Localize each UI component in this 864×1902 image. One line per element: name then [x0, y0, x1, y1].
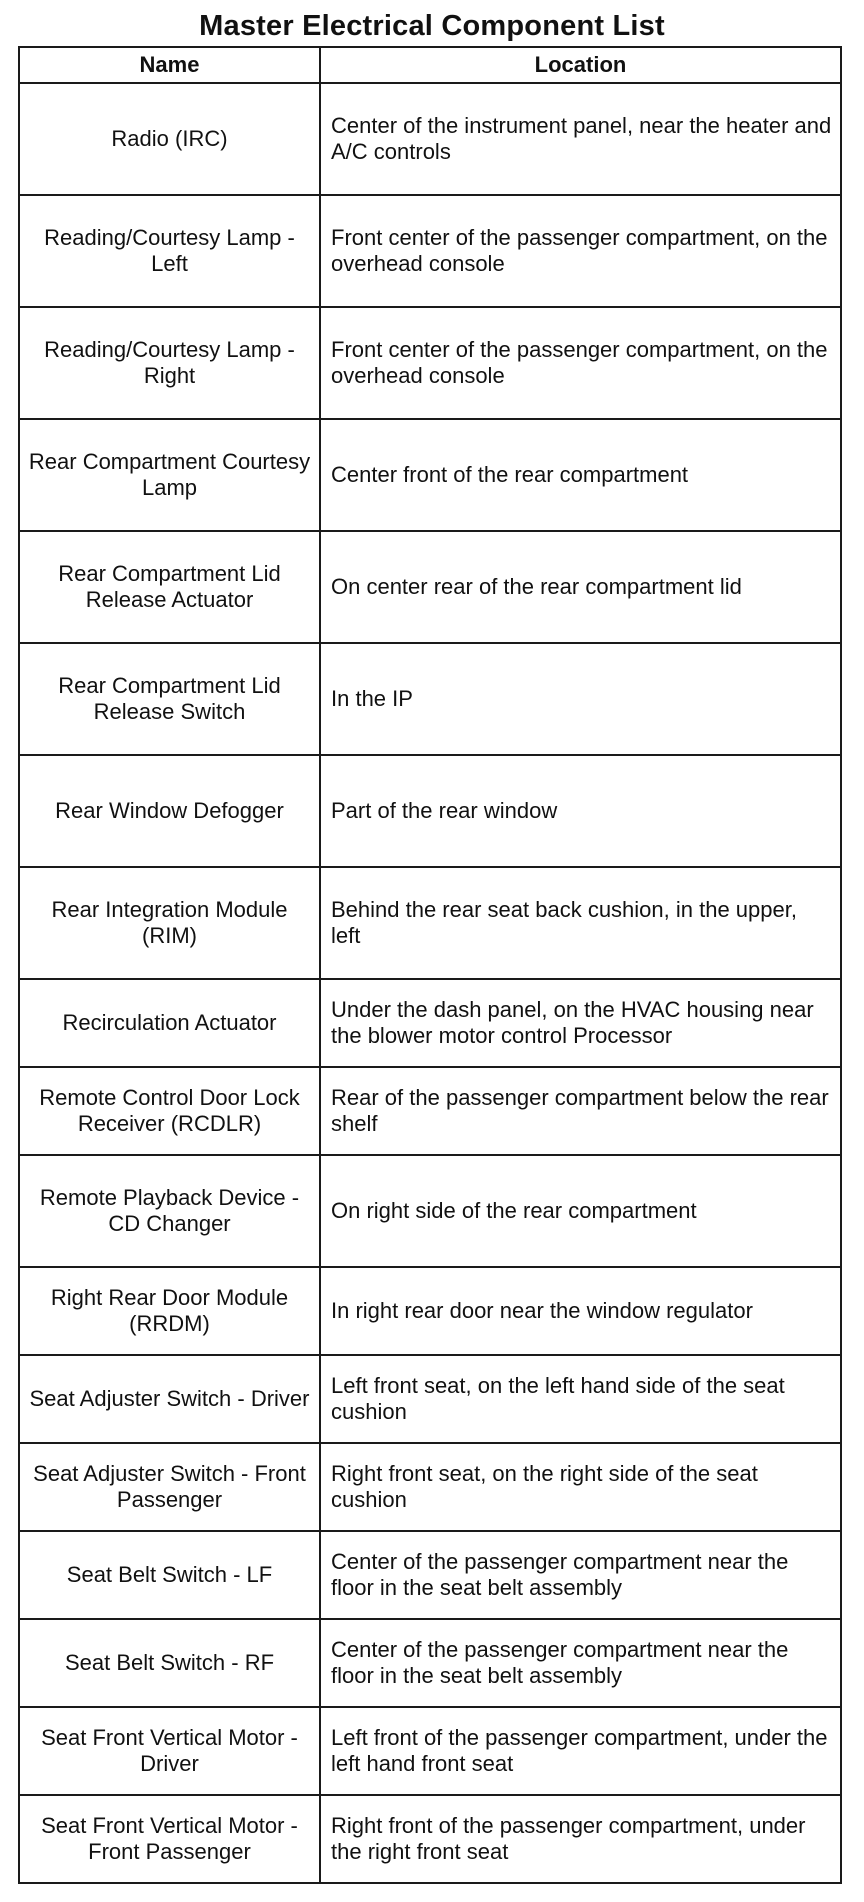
component-name-cell: Seat Belt Switch - LF	[19, 1531, 320, 1619]
table-row	[19, 1795, 841, 1883]
component-location-cell: Left front of the passenger compartment, under the left hand front seat	[320, 1707, 841, 1795]
table-row	[19, 531, 841, 643]
table-body	[19, 83, 841, 1883]
table-row	[19, 419, 841, 531]
table-row	[19, 643, 841, 755]
table-row	[19, 83, 841, 195]
column-header-name: Name	[19, 47, 320, 83]
component-name-cell: Right Rear Door Module (RRDM)	[19, 1267, 320, 1355]
table-row	[19, 1443, 841, 1531]
table-row	[19, 867, 841, 979]
component-location-cell: Center of the passenger compartment near the floor in the seat belt assembly	[320, 1531, 841, 1619]
table-row	[19, 979, 841, 1067]
component-location-cell: In the IP	[320, 643, 841, 755]
component-location-cell: Part of the rear window	[320, 755, 841, 867]
component-name-cell: Remote Control Door Lock Receiver (RCDLR)	[19, 1067, 320, 1155]
component-name-cell: Rear Compartment Courtesy Lamp	[19, 419, 320, 531]
component-name-cell: Seat Adjuster Switch - Driver	[19, 1355, 320, 1443]
component-name-cell: Recirculation Actuator	[19, 979, 320, 1067]
component-location-cell: Center of the instrument panel, near the heater and A/C controls	[320, 83, 841, 195]
table-header-row	[19, 47, 841, 83]
table-row	[19, 1155, 841, 1267]
component-location-cell: Center of the passenger compartment near the floor in the seat belt assembly	[320, 1619, 841, 1707]
component-location-cell: Behind the rear seat back cushion, in the upper, left	[320, 867, 841, 979]
component-name-cell: Rear Window Defogger	[19, 755, 320, 867]
table-row	[19, 1355, 841, 1443]
component-name-cell: Seat Adjuster Switch - Front Passenger	[19, 1443, 320, 1531]
column-header-location: Location	[320, 47, 841, 83]
component-location-cell: Front center of the passenger compartment, on the overhead console	[320, 307, 841, 419]
component-name-cell: Seat Belt Switch - RF	[19, 1619, 320, 1707]
component-table	[18, 46, 842, 1884]
component-location-cell: In right rear door near the window regulator	[320, 1267, 841, 1355]
component-name-cell: Rear Integration Module (RIM)	[19, 867, 320, 979]
table-row	[19, 195, 841, 307]
component-location-cell: Front center of the passenger compartment, on the overhead console	[320, 195, 841, 307]
table-row	[19, 307, 841, 419]
component-name-cell: Rear Compartment Lid Release Actuator	[19, 531, 320, 643]
component-location-cell: Right front seat, on the right side of the seat cushion	[320, 1443, 841, 1531]
table-row	[19, 1619, 841, 1707]
component-location-cell: On center rear of the rear compartment lid	[320, 531, 841, 643]
component-location-cell: Under the dash panel, on the HVAC housing near the blower motor control Processor	[320, 979, 841, 1067]
component-location-cell: Left front seat, on the left hand side of the seat cushion	[320, 1355, 841, 1443]
component-name-cell: Radio (IRC)	[19, 83, 320, 195]
table-row	[19, 1267, 841, 1355]
table-row	[19, 1531, 841, 1619]
component-name-cell: Seat Front Vertical Motor - Driver	[19, 1707, 320, 1795]
component-location-cell: Right front of the passenger compartment, under the right front seat	[320, 1795, 841, 1883]
table-row	[19, 1707, 841, 1795]
component-name-cell: Reading/Courtesy Lamp - Right	[19, 307, 320, 419]
page-title: Master Electrical Component List	[199, 10, 665, 42]
component-location-cell: Center front of the rear compartment	[320, 419, 841, 531]
component-name-cell: Reading/Courtesy Lamp - Left	[19, 195, 320, 307]
table-row	[19, 755, 841, 867]
component-name-cell: Seat Front Vertical Motor - Front Passenger	[19, 1795, 320, 1883]
component-name-cell: Remote Playback Device - CD Changer	[19, 1155, 320, 1267]
component-location-cell: On right side of the rear compartment	[320, 1155, 841, 1267]
component-location-cell: Rear of the passenger compartment below the rear shelf	[320, 1067, 841, 1155]
table-row	[19, 1067, 841, 1155]
component-name-cell: Rear Compartment Lid Release Switch	[19, 643, 320, 755]
